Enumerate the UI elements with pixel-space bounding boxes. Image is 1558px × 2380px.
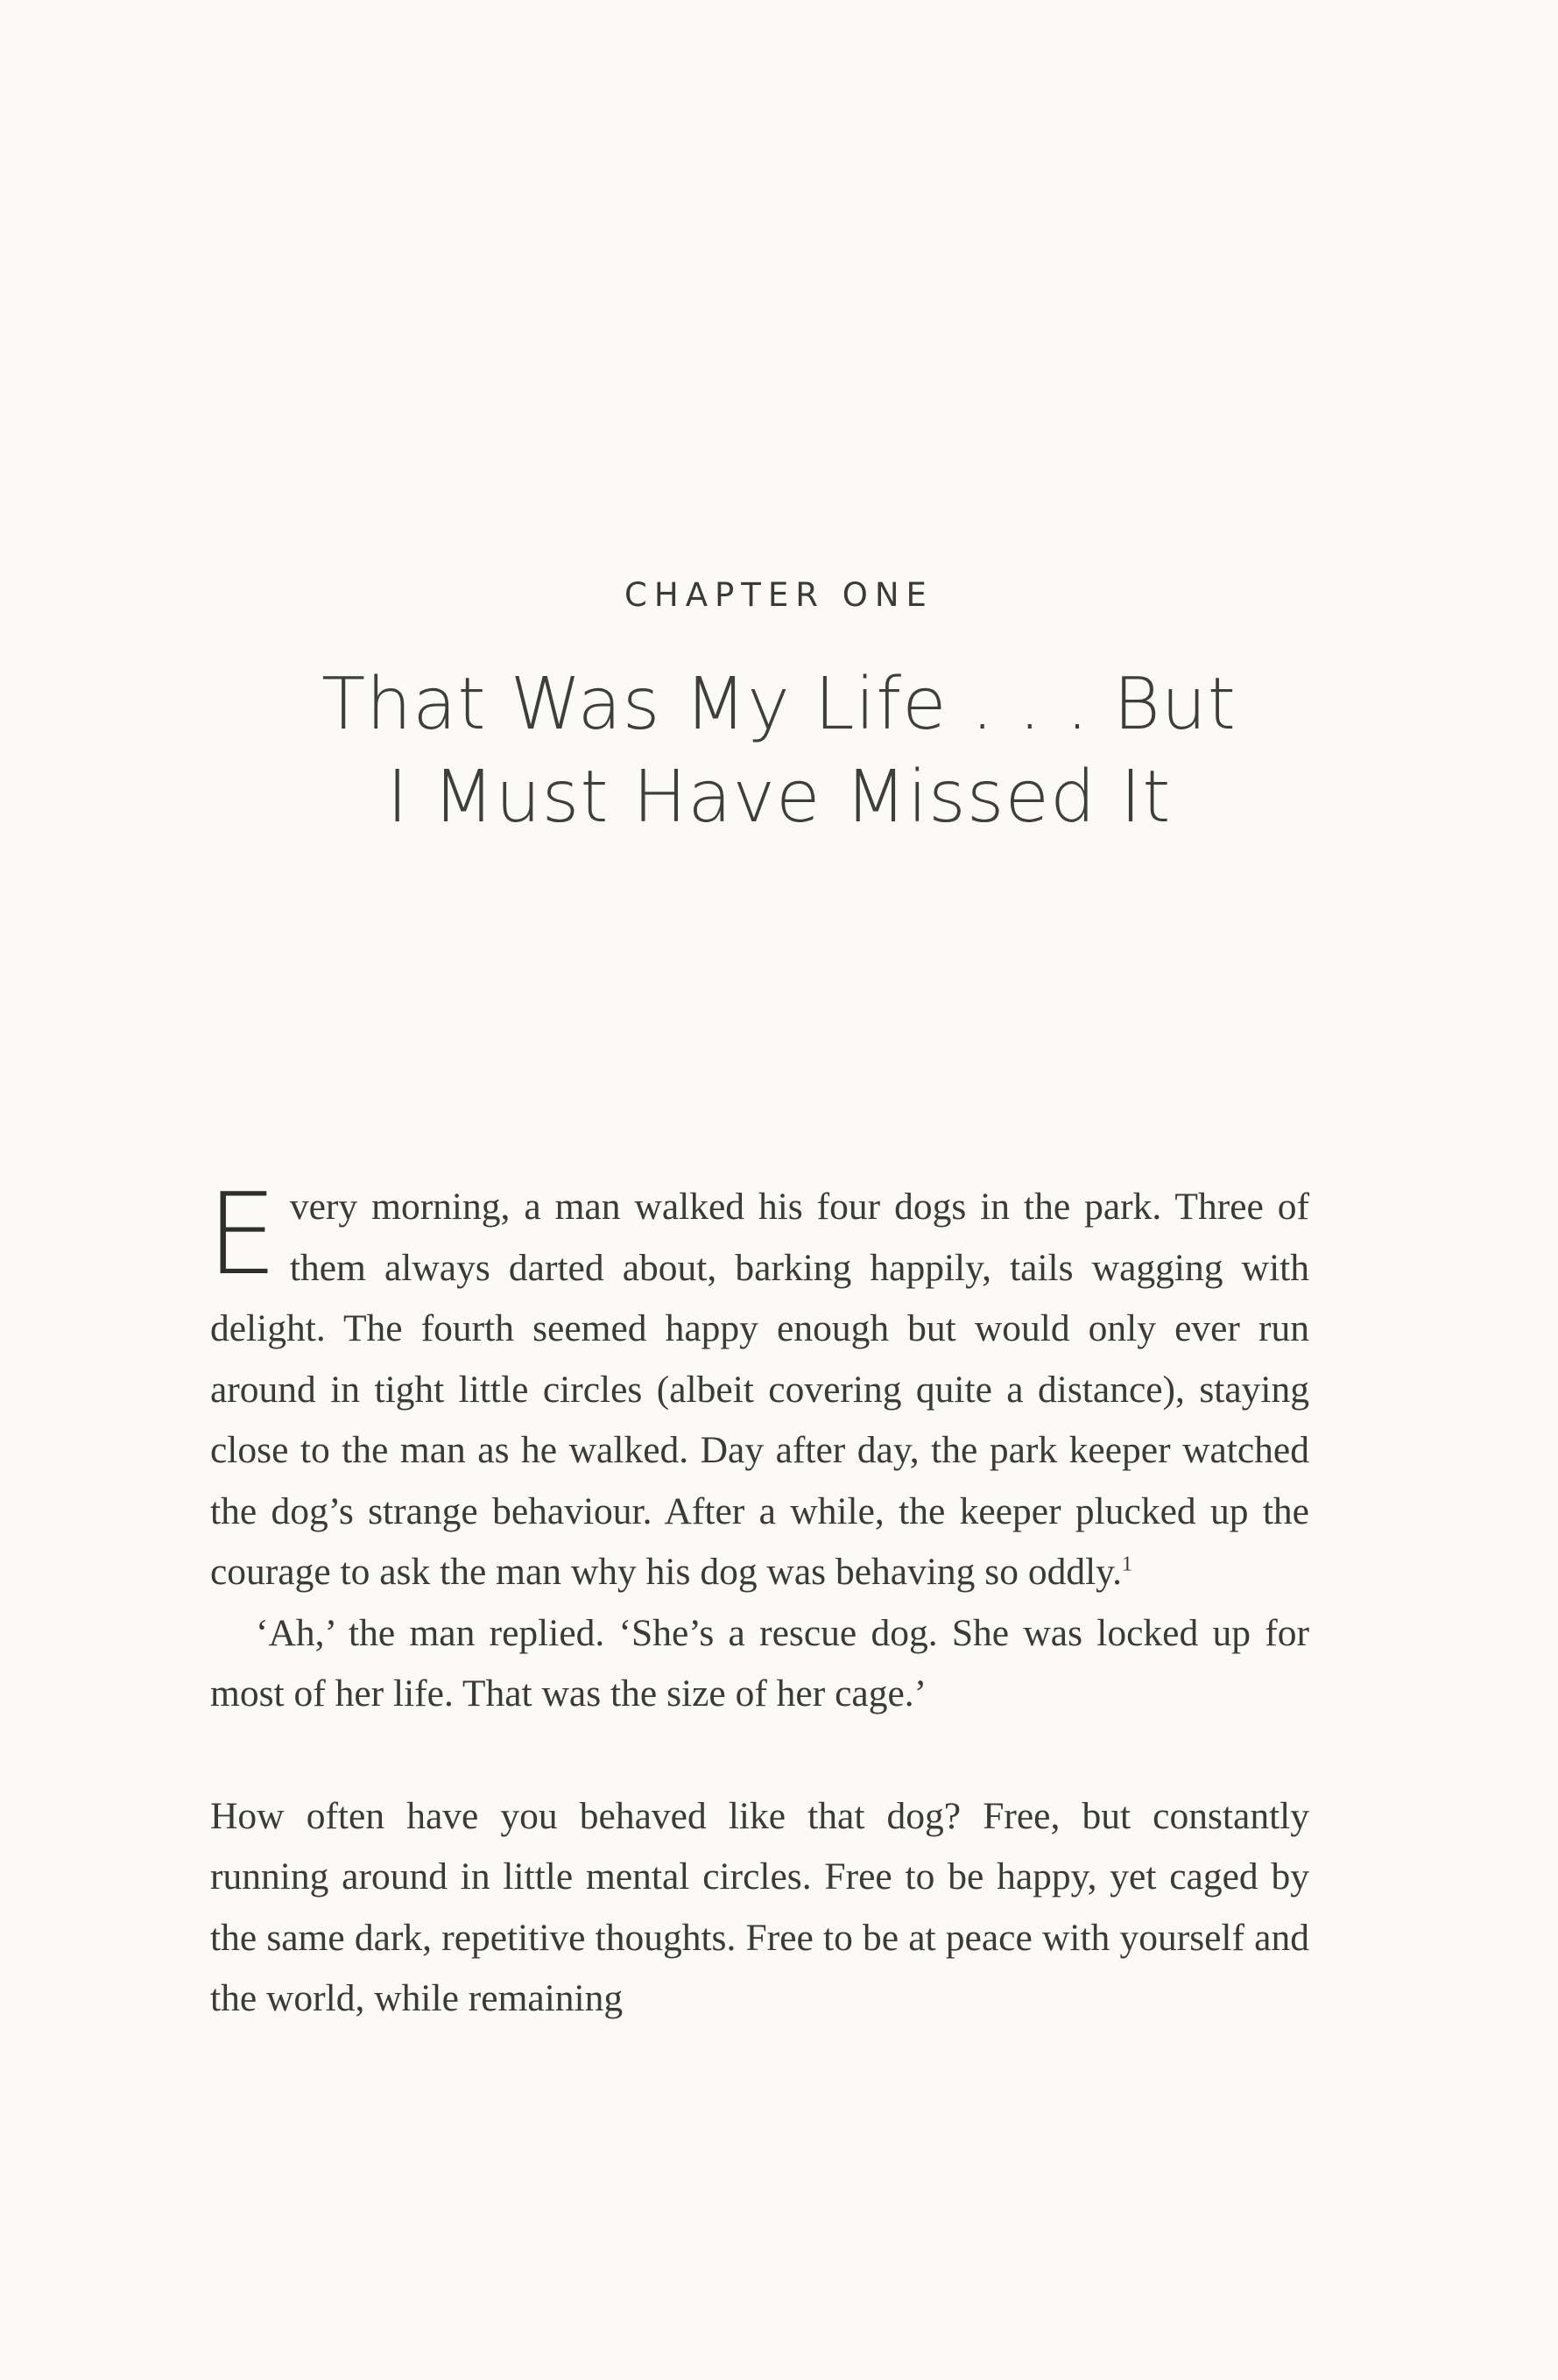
paragraph-1-text: very morning, a man walked his four dogs in the park. Three of them always darted about, barking happily, tails wagging with delight. The fourth seemed happy enough but would only ever run around in tight little circles (albeit covering quite a distance), staying close to the man as he walked. Day after day, the park keeper watched the dog’s strange behaviour. After a while, the keeper plucked up the courage to ask the man why his dog was behaving so oddly. bbox=[210, 1186, 1309, 1593]
chapter-title-line-2: I Must Have Missed It bbox=[386, 756, 1172, 839]
chapter-label: CHAPTER ONE bbox=[624, 576, 934, 614]
paragraph-2: ‘Ah,’ the man replied. ‘She’s a rescue dog. She was locked up for most of her life. That was the size of her cage.’ bbox=[210, 1611, 1309, 1715]
footnote-marker: 1 bbox=[1121, 1553, 1132, 1576]
paragraph-1 bbox=[207, 1170, 1309, 1603]
paragraph-3: How often have you behaved like that dog? Free, but constantly running around in little mental circles. Free to be happy, yet caged by the same dark, repetitive thoughts. Free to be at peace with yourself and the world, while remaining bbox=[210, 1794, 1309, 2019]
chapter-title bbox=[0, 658, 1558, 844]
drop-cap: E bbox=[207, 1170, 278, 1300]
body-text bbox=[207, 1170, 1309, 2030]
chapter-title-line-1: That Was My Life . . . But bbox=[321, 663, 1237, 746]
